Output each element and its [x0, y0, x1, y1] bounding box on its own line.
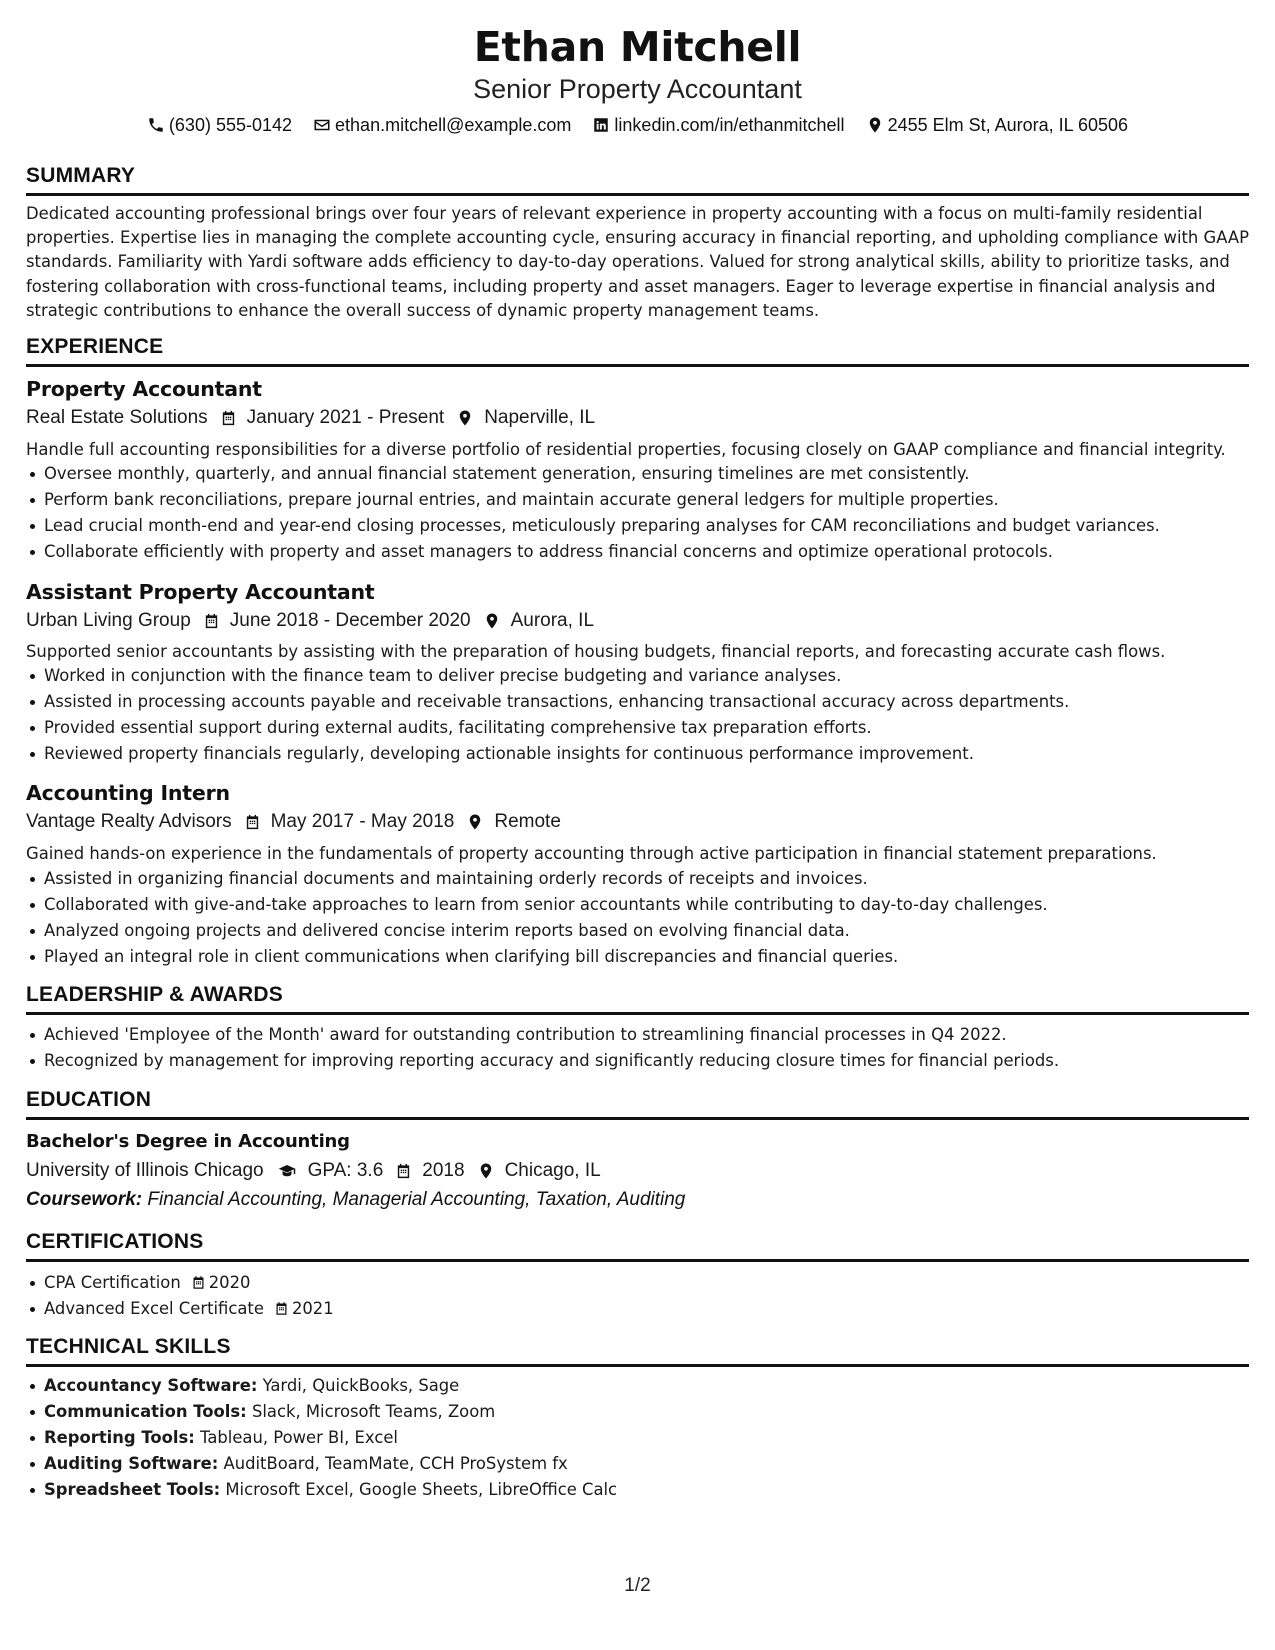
school-location: Chicago, IL [504, 1160, 601, 1181]
job-meta [26, 405, 595, 431]
map-pin-icon [483, 612, 501, 630]
skill-label: Communication Tools: [44, 1402, 247, 1421]
education-meta [26, 1158, 601, 1184]
list-item: Oversee monthly, quarterly, and annual financial statement generation, ensuring timelines are met consistently. [26, 461, 1246, 487]
job-title: Assistant Property Accountant [26, 580, 375, 604]
certifications-list [26, 1270, 1246, 1322]
contact-linkedin[interactable] [592, 113, 844, 137]
cert-name: Advanced Excel Certificate [44, 1299, 264, 1318]
section-heading: SUMMARY [26, 164, 136, 187]
contact-address [866, 113, 1129, 137]
graduation-cap-icon [276, 1162, 298, 1180]
skill-label: Reporting Tools: [44, 1428, 195, 1447]
skill-label: Accountancy Software: [44, 1376, 258, 1395]
list-item: Perform bank reconciliations, prepare journal entries, and maintain accurate general ledgers for multiple properties. [26, 487, 1246, 513]
list-item: Provided essential support during external audits, facilitating comprehensive tax preparation efforts. [26, 715, 1246, 741]
section-heading: EXPERIENCE [26, 335, 164, 358]
contact-phone[interactable] [147, 113, 292, 137]
job-company: Urban Living Group [26, 610, 191, 631]
skill-value: AuditBoard, TeamMate, CCH ProSystem fx [223, 1454, 568, 1473]
list-item: Achieved 'Employee of the Month' award for outstanding contribution to streamlining financial processes in Q4 2022. [26, 1022, 1246, 1048]
section-heading: LEADERSHIP & AWARDS [26, 983, 283, 1006]
section-divider [26, 1364, 1249, 1367]
section-heading: TECHNICAL SKILLS [26, 1335, 231, 1358]
phone-text: (630) 555-0142 [168, 115, 293, 135]
page-number: 1/2 [624, 1575, 651, 1596]
calendar-icon [191, 1275, 206, 1290]
job-company: Real Estate Solutions [26, 407, 208, 428]
skill-value: Yardi, QuickBooks, Sage [262, 1376, 460, 1395]
section-divider [26, 1117, 1249, 1120]
map-pin-icon [456, 409, 474, 427]
section-divider [26, 1012, 1249, 1015]
linkedin-icon [592, 116, 610, 134]
education-section-header [26, 1086, 1249, 1120]
calendar-icon [395, 1162, 412, 1180]
summary-section-header [26, 162, 1249, 196]
list-item: Lead crucial month-end and year-end closing processes, meticulously preparing analyses for CAM reconciliations and budget variances. [26, 513, 1246, 539]
list-item [26, 1451, 1246, 1477]
list-item [26, 1425, 1246, 1451]
map-pin-icon [466, 813, 484, 831]
section-heading: CERTIFICATIONS [26, 1230, 204, 1253]
candidate-title: Senior Property Accountant [473, 74, 802, 104]
list-item: Reviewed property financials regularly, developing actionable insights for continuous performance improvement. [26, 741, 1246, 767]
skill-label: Spreadsheet Tools: [44, 1480, 221, 1499]
skill-value: Tableau, Power BI, Excel [200, 1428, 398, 1447]
section-divider [26, 364, 1249, 367]
cert-name: CPA Certification [44, 1273, 181, 1292]
job-bullets [26, 663, 1246, 767]
job-location: Remote [494, 811, 561, 832]
cert-year: 2021 [291, 1299, 334, 1318]
calendar-icon [203, 612, 220, 630]
email-text: ethan.mitchell@example.com [335, 115, 572, 135]
section-divider [26, 193, 1249, 196]
map-pin-icon [866, 116, 884, 134]
graduation-year: 2018 [422, 1160, 465, 1181]
calendar-icon [244, 813, 261, 831]
degree-title: Bachelor's Degree in Accounting [26, 1131, 350, 1152]
certifications-section-header [26, 1228, 1249, 1262]
calendar-icon [274, 1301, 289, 1316]
list-item: Assisted in organizing financial documents and maintaining orderly records of receipts and invoices. [26, 866, 1246, 892]
envelope-icon [313, 116, 331, 134]
job-bullets [26, 866, 1246, 970]
list-item [26, 1399, 1246, 1425]
experience-section-header [26, 333, 1249, 367]
contact-bar [0, 113, 1275, 140]
job-description: Gained hands-on experience in the fundamentals of property accounting through active participation in financial statement preparations. [26, 844, 1157, 863]
job-location: Naperville, IL [484, 407, 596, 428]
skill-value: Microsoft Excel, Google Sheets, LibreOffice Calc [225, 1480, 618, 1499]
calendar-icon [220, 409, 237, 427]
job-dates: May 2017 - May 2018 [270, 811, 455, 832]
job-location: Aurora, IL [510, 610, 595, 631]
list-item [26, 1270, 1246, 1296]
list-item [26, 1477, 1246, 1503]
job-dates: June 2018 - December 2020 [229, 610, 471, 631]
summary-text: Dedicated accounting professional brings over four years of relevant experience in property accounting with a focus on multi-family residential properties. Expertise lies in managing the complete accounting cycle, ensuring accuracy in financial reporting, and upholding compliance with GAAP standards. Familiarity with Yardi software adds efficiency to day-to-day operations. Valued for strong analytical skills, ability to prioritize tasks, and fostering collaboration with cross-functional teams, including property and asset managers. Eager to leverage expertise in financial analysis and strategic contributions to enhance the overall success of dynamic property management teams. [26, 204, 1249, 320]
gpa: GPA: 3.6 [307, 1160, 384, 1181]
contact-email[interactable] [313, 113, 571, 137]
cert-year: 2020 [208, 1273, 251, 1292]
list-item [26, 1296, 1246, 1322]
skills-list [26, 1373, 1246, 1503]
school-name: University of Illinois Chicago [26, 1160, 264, 1181]
list-item: Collaborate efficiently with property and asset managers to address financial concerns and optimize operational protocols. [26, 539, 1246, 565]
job-meta [26, 809, 561, 835]
list-item: Collaborated with give-and-take approaches to learn from senior accountants while contributing to day-to-day challenges. [26, 892, 1246, 918]
job-title: Accounting Intern [26, 781, 230, 805]
job-bullets [26, 461, 1246, 565]
list-item: Analyzed ongoing projects and delivered concise interim reports based on evolving financial data. [26, 918, 1246, 944]
skills-section-header [26, 1333, 1249, 1367]
job-company: Vantage Realty Advisors [26, 811, 232, 832]
section-heading: EDUCATION [26, 1088, 152, 1111]
map-pin-icon [477, 1162, 495, 1180]
skill-label: Auditing Software: [44, 1454, 219, 1473]
list-item: Assisted in processing accounts payable and receivable transactions, enhancing transactional accuracy across departments. [26, 689, 1246, 715]
list-item: Recognized by management for improving reporting accuracy and significantly reducing closure times for financial periods. [26, 1048, 1246, 1074]
list-item [26, 1373, 1246, 1399]
candidate-name: Ethan Mitchell [473, 23, 802, 71]
job-description: Handle full accounting responsibilities for a diverse portfolio of residential properties, focusing closely on GAAP compliance and financial integrity. [26, 440, 1226, 459]
coursework-list: Financial Accounting, Managerial Accounting, Taxation, Auditing [147, 1189, 686, 1210]
list-item: Played an integral role in client communications when clarifying bill discrepancies and financial queries. [26, 944, 1246, 970]
job-description: Supported senior accountants by assisting with the preparation of housing budgets, financial reports, and forecasting accurate cash flows. [26, 642, 1166, 661]
phone-icon [147, 116, 165, 134]
list-item: Worked in conjunction with the finance team to deliver precise budgeting and variance analyses. [26, 663, 1246, 689]
linkedin-text: linkedin.com/in/ethanmitchell [614, 115, 845, 135]
coursework [26, 1187, 685, 1213]
address-text: 2455 Elm St, Aurora, IL 60506 [887, 115, 1129, 135]
leadership-bullets [26, 1022, 1246, 1074]
leadership-section-header [26, 981, 1249, 1015]
job-meta [26, 608, 594, 634]
section-divider [26, 1259, 1249, 1262]
skill-value: Slack, Microsoft Teams, Zoom [251, 1402, 496, 1421]
job-title: Property Accountant [26, 377, 262, 401]
coursework-label: Coursework: [26, 1189, 143, 1210]
job-dates: January 2021 - Present [246, 407, 445, 428]
